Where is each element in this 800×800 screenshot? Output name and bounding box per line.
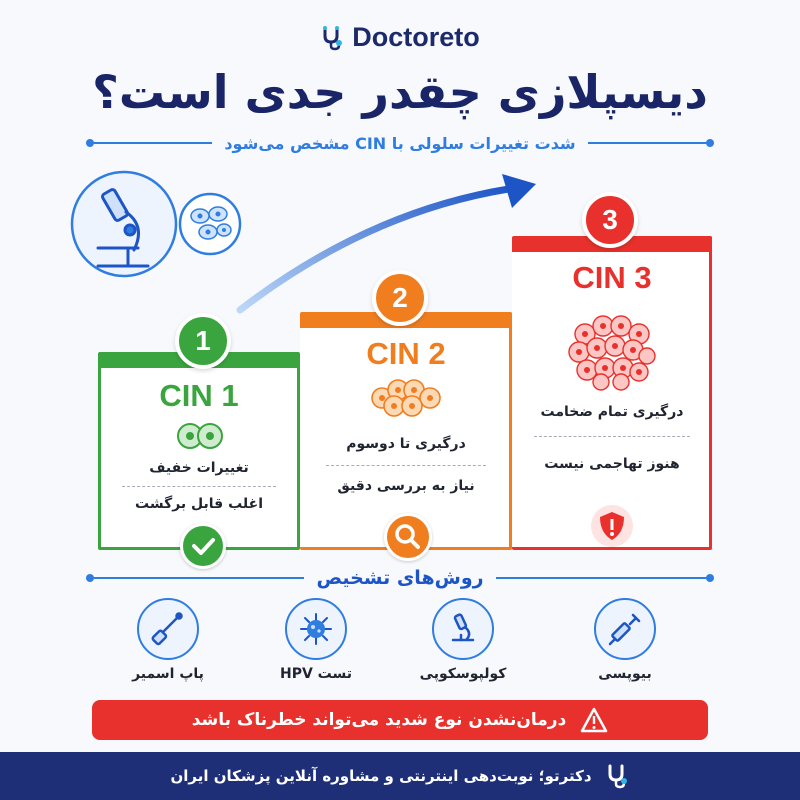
shield-alert-icon [591,505,633,547]
stage-3-line-1: درگیری تمام ضخامت [540,404,684,420]
page-title: دیسپلازی چقدر جدی است؟ [92,65,708,119]
severe-cells-icon [565,312,659,392]
method-biopsy [565,598,685,682]
microscope-icon [432,598,494,660]
warning-text: درمان‌نشدن نوع شدید می‌تواند خطرناک باشد [191,710,567,730]
stage-1-line-2: اغلب قابل برگشت [135,496,263,512]
stage-label-3: CIN 3 [572,260,652,295]
mild-cells-icon [170,420,230,452]
stage-number-2: 2 [372,270,428,326]
method-hpv-test [256,598,376,682]
stage-1-line-1: تغییرات خفیف [149,460,249,476]
footer [0,752,800,800]
virus-icon [285,598,347,660]
method-label: پاپ اسمیر [132,666,204,682]
warning-banner [92,700,708,740]
method-pap-smear [108,598,228,682]
check-icon [180,523,226,569]
divider-line [496,577,710,579]
brand-logo [0,22,800,53]
divider-line [90,142,212,144]
moderate-cells-icon [368,378,444,418]
syringe-icon [594,598,656,660]
divider-dashed [122,486,276,487]
stage-2-line-1: درگیری تا دوسوم [346,436,466,452]
stage-2-line-2: نیاز به بررسی دقیق [337,478,475,494]
warning-triangle-icon [580,707,608,733]
stethoscope-icon [604,763,630,789]
subtitle: شدت تغییرات سلولی با CIN مشخص می‌شود [224,133,576,153]
diagnosis-title: روش‌های تشخیص [316,567,484,589]
magnifier-icon [384,513,432,561]
divider-dashed [326,465,486,466]
method-colposcopy [403,598,523,682]
divider-line [588,142,710,144]
stethoscope-icon [320,25,344,51]
method-label: تست HPV [279,666,352,682]
stage-3-line-2: هنوز تهاجمی نیست [544,456,680,472]
swab-icon [137,598,199,660]
footer-text: دکترتو؛ نوبت‌دهی اینترنتی و مشاوره آنلاین پزشکان ایران [170,767,592,785]
method-label: کولپوسکوپی [419,666,507,682]
brand-name: Doctoreto [352,22,480,52]
stage-label-2: CIN 2 [366,336,446,371]
diagnosis-header [90,566,710,590]
stage-number-3: 3 [582,192,638,248]
divider-line [90,577,304,579]
subtitle-row [90,132,710,154]
stage-number-1: 1 [175,313,231,369]
stage-label-1: CIN 1 [159,378,239,413]
method-label: بیوپسی [598,666,652,682]
divider-dashed [534,436,690,437]
